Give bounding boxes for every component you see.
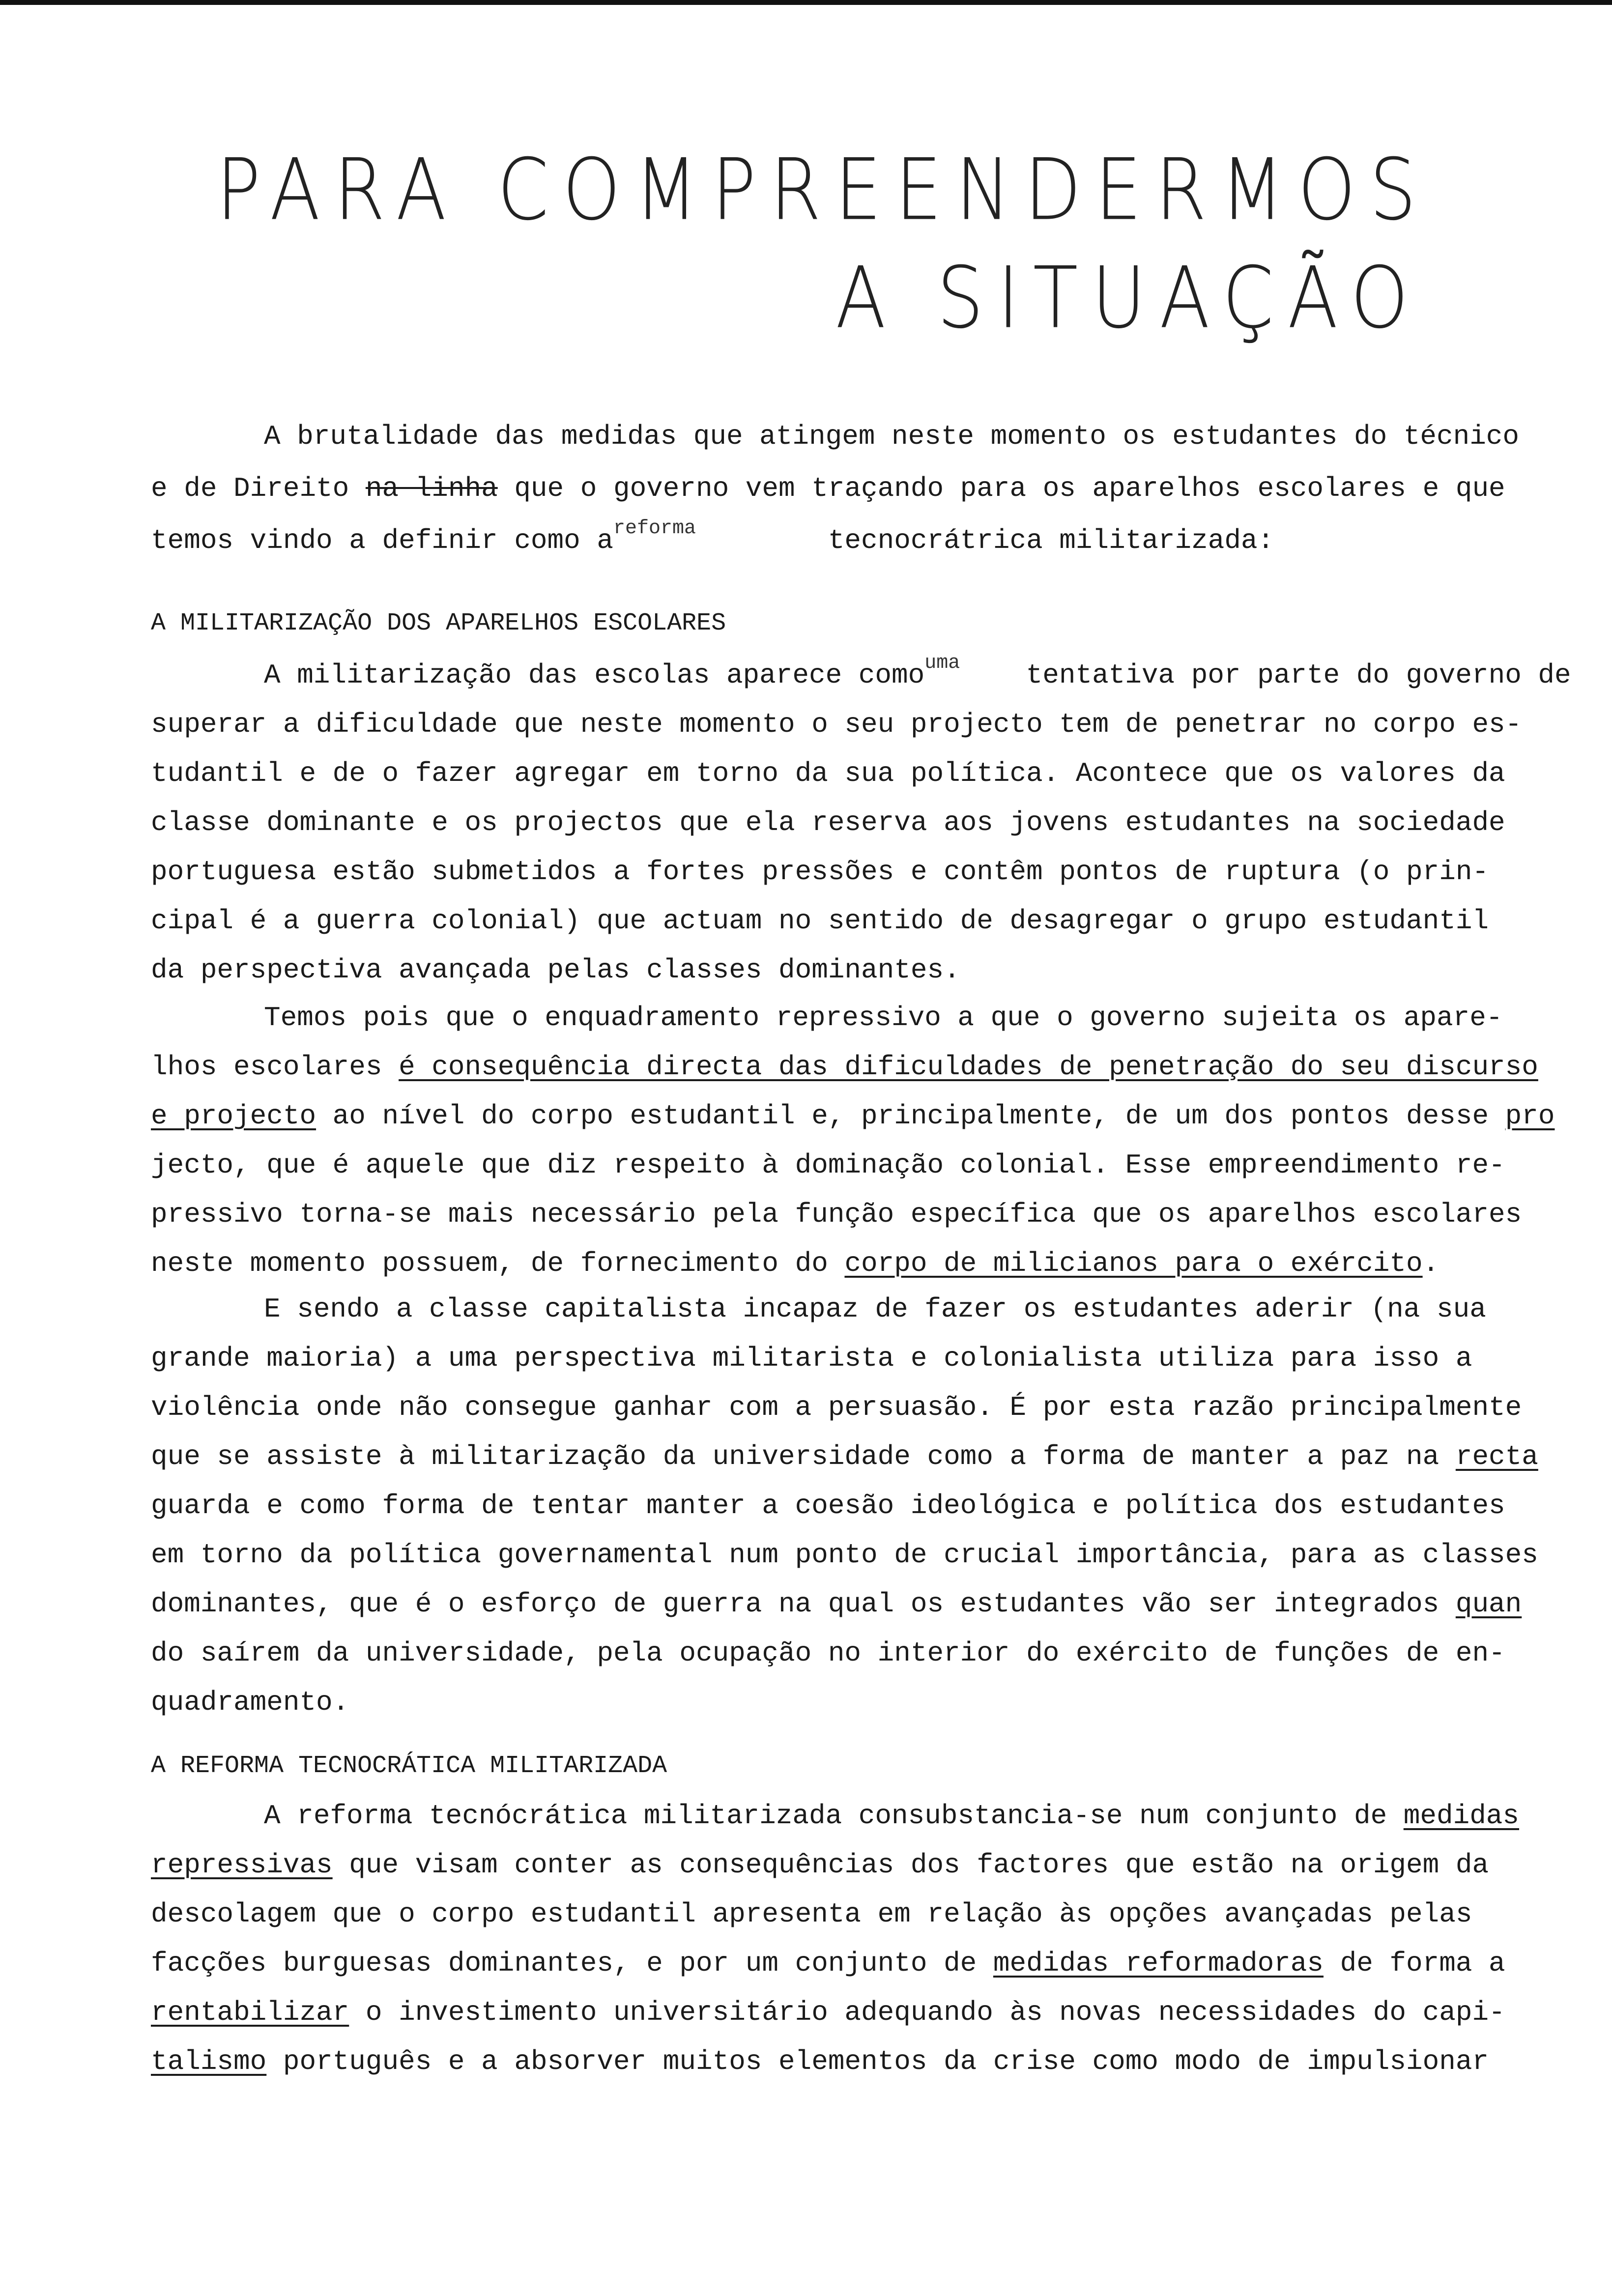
text-line	[151, 1285, 1527, 1334]
text-line	[151, 993, 1527, 1042]
text-segment: portuguesa estão submetidos a fortes pressões e contêm pontos de ruptura (o prin-	[151, 856, 1489, 888]
text-line	[151, 1141, 1527, 1190]
text-segment: neste momento possuem, de fornecimento do	[151, 1248, 845, 1279]
text-segment: em torno da política governamental num ponto de crucial importância, para as classes	[151, 1539, 1538, 1571]
text-segment: que visam conter as consequências dos factores que estão na origem da	[332, 1849, 1489, 1881]
text-line	[151, 1629, 1527, 1678]
text-line	[151, 749, 1527, 798]
text-segment: guarda e como forma de tentar manter a coesão ideológica e política dos estudantes	[151, 1490, 1505, 1521]
interlinear-insertion: uma	[924, 652, 960, 674]
text-line	[151, 1042, 1538, 1091]
handwritten-title-line1: PARA COMPREENDERMOS	[216, 141, 1430, 240]
text-line	[151, 1383, 1527, 1432]
section-heading-militarizacao: A MILITARIZAÇÃO DOS APARELHOS ESCOLARES	[151, 609, 726, 637]
intro-paragraph	[151, 410, 1527, 567]
text-segment: cipal é a guerra colonial) que actuam no sentido de desagregar o grupo estudantil	[151, 905, 1489, 937]
text-segment: de forma a	[1324, 1948, 1505, 1979]
underlined-text: e projecto	[151, 1100, 317, 1132]
text-line	[151, 1579, 1527, 1629]
text-segment: tentativa por parte do governo de	[960, 660, 1571, 691]
text-line	[151, 1091, 1555, 1141]
text-segment: quadramento.	[151, 1687, 349, 1718]
underlined-text: medidas	[1403, 1800, 1520, 1832]
underlined-text: repressivas	[151, 1849, 333, 1881]
text-segment: classe dominante e os projectos que ela reserva aos jovens estudantes na sociedade	[151, 807, 1505, 838]
text-segment: facções burguesas dominantes, e por um conjunto de	[151, 1948, 993, 1979]
text-segment: do saírem da universidade, pela ocupação no interior do exército de funções de en-	[151, 1637, 1505, 1669]
text-line	[151, 847, 1527, 896]
text-segment: que se assiste à militarização da universidade como a forma de manter a paz na	[151, 1441, 1456, 1472]
text-segment: E sendo a classe capitalista incapaz de fazer os estudantes aderir (na sua	[264, 1293, 1486, 1325]
text-segment: lhos escolares	[151, 1051, 399, 1083]
text-segment: grande maioria) a uma perspectiva militarista e colonialista utiliza para isso a	[151, 1343, 1472, 1374]
text-line	[151, 515, 1527, 567]
handwritten-title-line2: A SITUAÇÃO	[835, 249, 1422, 348]
text-segment: pressivo torna-se mais necessário pela função específica que os aparelhos escolares	[151, 1199, 1522, 1230]
text-segment: dominantes, que é o esforço de guerra na qual os estudantes vão ser integrados	[151, 1588, 1456, 1620]
text-line	[151, 1334, 1527, 1383]
underlined-text: talismo	[151, 2046, 267, 2077]
text-line	[151, 1939, 1527, 1988]
text-line	[151, 1678, 1527, 1727]
paragraph-3	[151, 1285, 1538, 1727]
text-line	[151, 1190, 1527, 1239]
text-segment: superar a dificuldade que neste momento o seu projecto tem de penetrar no corpo es-	[151, 709, 1522, 740]
text-segment: jecto, que é aquele que diz respeito à dominação colonial. Esse empreendimento re-	[151, 1149, 1505, 1181]
text-line	[151, 651, 1571, 700]
underlined-text: corpo de milicianos para o exército	[844, 1248, 1423, 1279]
text-segment: .	[1422, 1248, 1439, 1279]
underlined-text: medidas reformadoras	[993, 1948, 1324, 1979]
text-segment: tudantil e de o fazer agregar em torno da sua política. Acontece que os valores da	[151, 758, 1505, 789]
text-segment: A brutalidade das medidas que atingem neste momento os estudantes do técnico	[264, 421, 1520, 452]
text-line	[151, 896, 1527, 946]
text-line	[151, 1432, 1538, 1481]
text-segment: A militarização das escolas aparece como	[264, 660, 925, 691]
underlined-text: pro	[1505, 1100, 1555, 1132]
text-line	[151, 1791, 1527, 1840]
text-line	[151, 462, 1527, 515]
underlined-text: quan	[1455, 1588, 1522, 1620]
underlined-text: é consequência directa das dificuldades de penetração do seu discurso	[399, 1051, 1538, 1083]
text-segment: descolagem que o corpo estudantil apresenta em relação às opções avançadas pelas	[151, 1898, 1472, 1930]
paragraph-2	[151, 993, 1555, 1288]
text-segment: violência onde não consegue ganhar com a persuasão. É por esta razão principalmente	[151, 1392, 1522, 1423]
text-segment: da perspectiva avançada pelas classes dominantes.	[151, 954, 960, 986]
text-segment: temos vindo a definir como a	[151, 525, 613, 556]
interlinear-insertion: reforma	[613, 517, 696, 540]
text-segment: português e a absorver muitos elementos da crise como modo de impulsionar	[266, 2046, 1489, 2077]
text-line	[151, 1840, 1527, 1890]
text-line	[151, 1890, 1527, 1939]
text-segment: que o governo vem traçando para os aparelhos escolares e que	[497, 473, 1505, 504]
paragraph-4	[151, 1791, 1527, 2086]
text-segment: ao nível do corpo estudantil e, principalmente, de um dos pontos desse	[316, 1100, 1505, 1132]
text-segment: tecnocrátrica militarizada:	[695, 525, 1274, 556]
text-line	[151, 2037, 1527, 2086]
page-top-border	[0, 0, 1612, 5]
underlined-text: rentabilizar	[151, 1997, 349, 2028]
paragraph-1	[151, 651, 1571, 995]
text-line	[151, 410, 1527, 462]
text-line	[151, 700, 1527, 749]
text-segment: e de Direito	[151, 473, 366, 504]
text-line	[151, 1481, 1527, 1530]
text-line	[151, 798, 1527, 847]
text-line	[151, 1988, 1527, 2037]
text-segment: o investimento universitário adequando às novas necessidades do capi-	[349, 1997, 1505, 2028]
text-segment: A reforma tecnócrática militarizada consubstancia-se num conjunto de	[264, 1800, 1404, 1832]
text-line	[151, 946, 1527, 995]
text-line	[151, 1530, 1538, 1579]
underlined-text: recta	[1455, 1441, 1538, 1472]
struck-text: na linha	[365, 473, 498, 504]
section-heading-reforma: A REFORMA TECNOCRÁTICA MILITARIZADA	[151, 1752, 667, 1780]
text-line	[151, 1239, 1527, 1288]
text-segment: Temos pois que o enquadramento repressivo a que o governo sujeita os apare-	[264, 1002, 1503, 1033]
